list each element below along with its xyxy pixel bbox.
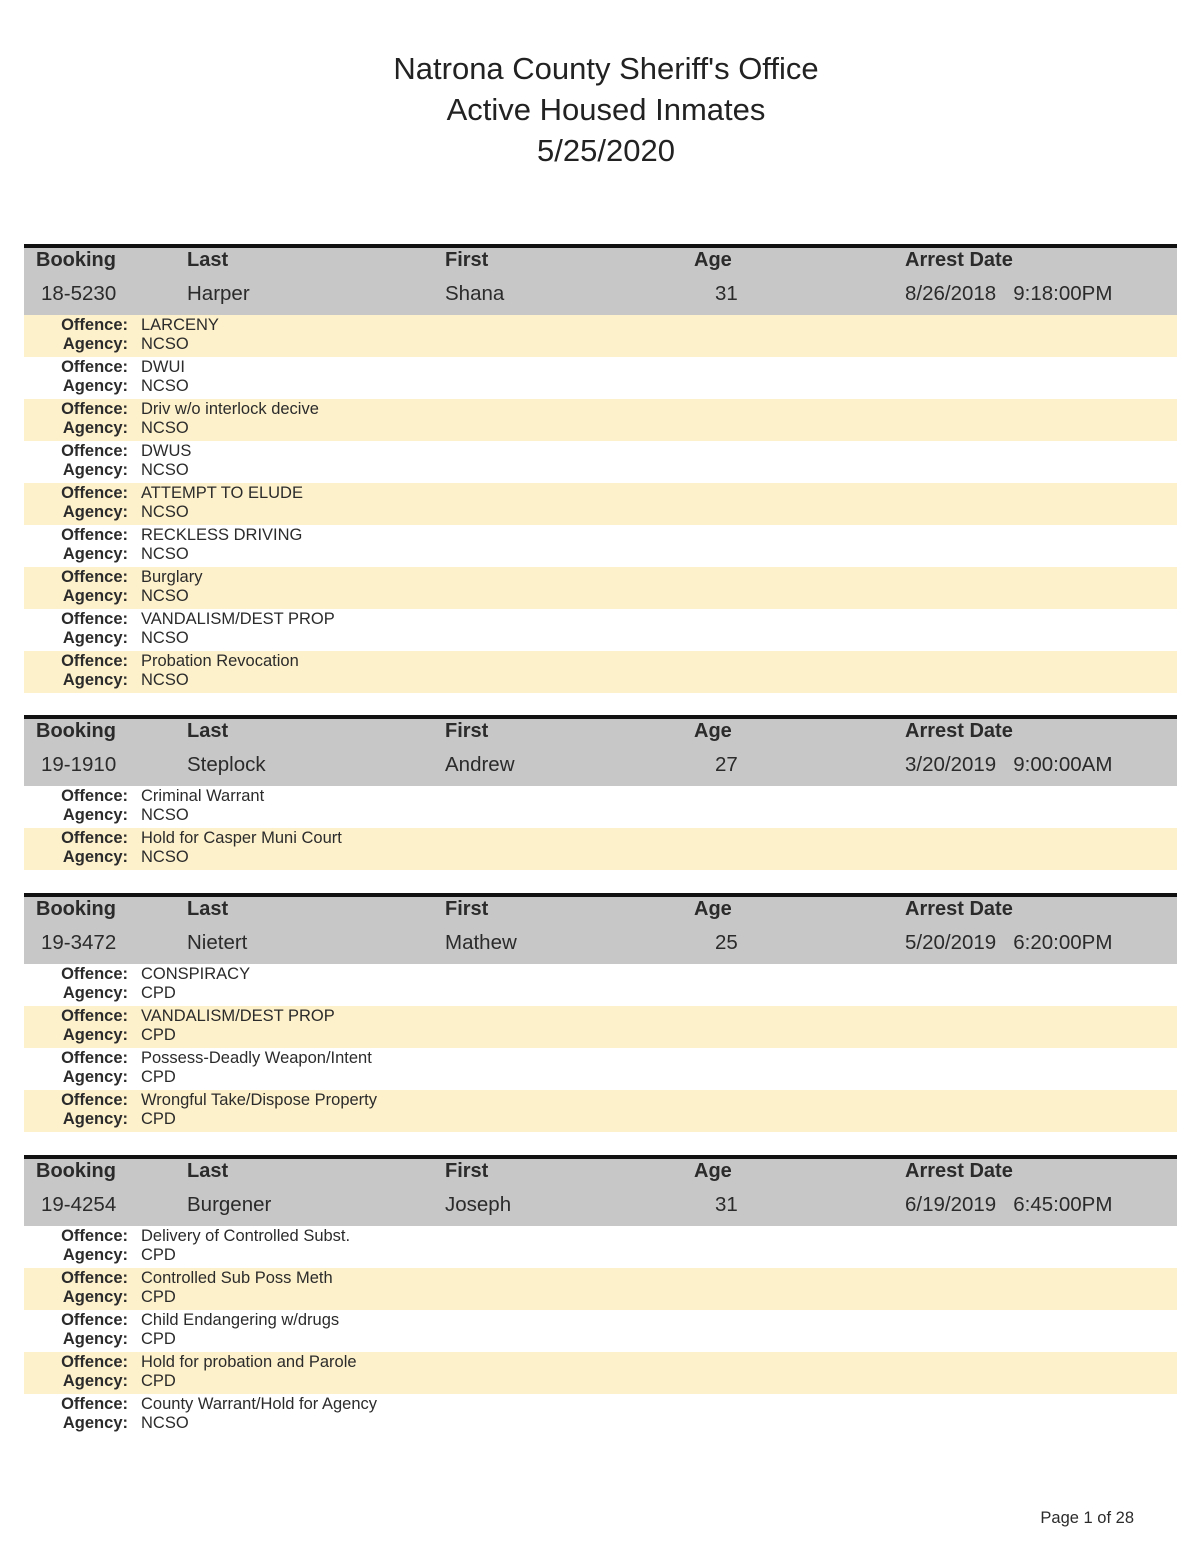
age-label: Age	[694, 249, 732, 271]
offence-label: Offence:	[61, 526, 128, 544]
offence-value: RECKLESS DRIVING	[141, 526, 303, 544]
last-name: Harper	[187, 282, 250, 305]
agency-value: NCSO	[141, 806, 189, 824]
offence-value: Burglary	[141, 568, 203, 586]
offence-label: Offence:	[61, 316, 128, 334]
agency-label: Agency:	[62, 1414, 128, 1432]
arrest-date-value: 8/26/2018 9:18:00PM	[905, 282, 1113, 305]
booking-label: Booking	[36, 720, 116, 742]
last-label: Last	[187, 898, 229, 920]
offence-list	[24, 964, 1177, 1132]
arrest-date-label: Arrest Date	[905, 249, 1013, 271]
age-value: 31	[715, 1193, 738, 1216]
offence-list	[24, 1226, 1177, 1436]
last-name: Steplock	[187, 753, 266, 776]
offence-row	[24, 315, 1177, 357]
offence-label: Offence:	[61, 568, 128, 586]
agency-label: Agency:	[62, 984, 128, 1002]
offence-value: Controlled Sub Poss Meth	[141, 1269, 333, 1287]
last-name: Burgener	[187, 1193, 272, 1216]
offence-value: Hold for probation and Parole	[141, 1353, 357, 1371]
offence-value: Child Endangering w/drugs	[141, 1311, 340, 1329]
agency-value: CPD	[141, 1068, 176, 1086]
offence-row	[24, 1394, 1177, 1436]
age-label: Age	[694, 898, 732, 920]
last-label: Last	[187, 1160, 229, 1182]
first-name: Shana	[445, 282, 505, 305]
offence-value: Delivery of Controlled Subst.	[141, 1227, 351, 1245]
offence-row	[24, 567, 1177, 609]
offence-value: DWUS	[141, 442, 192, 460]
arrest-date-value: 6/19/2019 6:45:00PM	[905, 1193, 1113, 1216]
offence-label: Offence:	[61, 652, 128, 670]
offence-label: Offence:	[61, 442, 128, 460]
arrest-date-label: Arrest Date	[905, 720, 1013, 742]
agency-label: Agency:	[62, 377, 128, 395]
offence-value: Wrongful Take/Dispose Property	[141, 1091, 378, 1109]
agency-label: Agency:	[62, 335, 128, 353]
age-label: Age	[694, 720, 732, 742]
agency-label: Agency:	[62, 461, 128, 479]
arrest-date-value: 5/20/2019 6:20:00PM	[905, 931, 1113, 954]
offence-row	[24, 483, 1177, 525]
arrest-date-label: Arrest Date	[905, 1160, 1013, 1182]
report-title	[0, 48, 1200, 171]
offence-label: Offence:	[61, 1353, 128, 1371]
offence-row	[24, 828, 1177, 870]
agency-label: Agency:	[62, 629, 128, 647]
offence-row	[24, 357, 1177, 399]
inmate-record	[24, 1155, 1177, 1436]
agency-value: NCSO	[141, 461, 189, 479]
offence-label: Offence:	[61, 787, 128, 805]
offence-row	[24, 525, 1177, 567]
agency-value: NCSO	[141, 1414, 189, 1432]
offence-row	[24, 1352, 1177, 1394]
agency-value: NCSO	[141, 377, 189, 395]
agency-value: NCSO	[141, 545, 189, 563]
offence-row	[24, 399, 1177, 441]
report-title-agency: Natrona County Sheriff's Office	[393, 51, 819, 86]
agency-value: NCSO	[141, 335, 189, 353]
agency-value: NCSO	[141, 848, 189, 866]
offence-value: Hold for Casper Muni Court	[141, 829, 342, 847]
agency-value: NCSO	[141, 419, 189, 437]
age-value: 31	[715, 282, 738, 305]
inmate-header	[24, 244, 1177, 315]
booking-label: Booking	[36, 1160, 116, 1182]
offence-value: ATTEMPT TO ELUDE	[141, 484, 303, 502]
offence-label: Offence:	[61, 1007, 128, 1025]
offence-row	[24, 1268, 1177, 1310]
offence-label: Offence:	[61, 400, 128, 418]
offence-label: Offence:	[61, 484, 128, 502]
offence-label: Offence:	[61, 1269, 128, 1287]
offence-label: Offence:	[61, 358, 128, 376]
agency-value: CPD	[141, 1026, 176, 1044]
agency-value: CPD	[141, 1330, 176, 1348]
agency-label: Agency:	[62, 419, 128, 437]
first-label: First	[445, 1160, 489, 1182]
first-name: Joseph	[445, 1193, 512, 1216]
age-value: 25	[715, 931, 738, 954]
last-label: Last	[187, 249, 229, 271]
agency-value: CPD	[141, 1372, 176, 1390]
inmate-record	[24, 244, 1177, 693]
agency-label: Agency:	[62, 1288, 128, 1306]
booking-number: 19-4254	[41, 1193, 117, 1216]
offence-label: Offence:	[61, 965, 128, 983]
last-name: Nietert	[187, 931, 248, 954]
agency-label: Agency:	[62, 1026, 128, 1044]
offence-value: CONSPIRACY	[141, 965, 251, 983]
agency-label: Agency:	[62, 1372, 128, 1390]
offence-value: Criminal Warrant	[141, 787, 265, 805]
agency-value: NCSO	[141, 629, 189, 647]
agency-label: Agency:	[62, 1330, 128, 1348]
offence-row	[24, 1310, 1177, 1352]
offence-value: VANDALISM/DEST PROP	[141, 1007, 335, 1025]
offence-label: Offence:	[61, 1395, 128, 1413]
booking-label: Booking	[36, 249, 116, 271]
report-title-name: Active Housed Inmates	[446, 92, 766, 127]
first-name: Andrew	[445, 753, 515, 776]
first-label: First	[445, 249, 489, 271]
offence-row	[24, 1226, 1177, 1268]
agency-label: Agency:	[62, 848, 128, 866]
booking-label: Booking	[36, 898, 116, 920]
offence-row	[24, 786, 1177, 828]
agency-label: Agency:	[62, 1246, 128, 1264]
first-label: First	[445, 720, 489, 742]
offence-label: Offence:	[61, 1049, 128, 1067]
agency-label: Agency:	[62, 1110, 128, 1128]
offence-row	[24, 609, 1177, 651]
inmate-record	[24, 893, 1177, 1132]
offence-row	[24, 651, 1177, 693]
offence-row	[24, 1006, 1177, 1048]
offence-row	[24, 964, 1177, 1006]
agency-label: Agency:	[62, 545, 128, 563]
agency-label: Agency:	[62, 587, 128, 605]
agency-value: NCSO	[141, 671, 189, 689]
booking-number: 18-5230	[41, 282, 117, 305]
offence-label: Offence:	[61, 610, 128, 628]
age-value: 27	[715, 753, 738, 776]
inmate-header	[24, 893, 1177, 964]
offence-list	[24, 786, 1177, 870]
agency-label: Agency:	[62, 1068, 128, 1086]
agency-value: NCSO	[141, 587, 189, 605]
agency-value: CPD	[141, 1246, 176, 1264]
offence-value: DWUI	[141, 358, 185, 376]
offence-list	[24, 315, 1177, 693]
inmate-header	[24, 715, 1177, 786]
agency-label: Agency:	[62, 503, 128, 521]
agency-label: Agency:	[62, 671, 128, 689]
offence-value: LARCENY	[141, 316, 219, 334]
offence-label: Offence:	[61, 1311, 128, 1329]
offence-label: Offence:	[61, 829, 128, 847]
arrest-date-label: Arrest Date	[905, 898, 1013, 920]
booking-number: 19-3472	[41, 931, 117, 954]
agency-value: CPD	[141, 1110, 176, 1128]
agency-value: CPD	[141, 984, 176, 1002]
offence-value: Possess-Deadly Weapon/Intent	[141, 1049, 372, 1067]
offence-value: Probation Revocation	[141, 652, 299, 670]
booking-number: 19-1910	[41, 753, 117, 776]
inmate-header	[24, 1155, 1177, 1226]
offence-value: VANDALISM/DEST PROP	[141, 610, 335, 628]
offence-value: Driv w/o interlock decive	[141, 400, 319, 418]
offence-row	[24, 1048, 1177, 1090]
agency-label: Agency:	[62, 806, 128, 824]
offence-row	[24, 441, 1177, 483]
offence-row	[24, 1090, 1177, 1132]
first-label: First	[445, 898, 489, 920]
last-label: Last	[187, 720, 229, 742]
inmate-record	[24, 715, 1177, 870]
page-number: Page 1 of 28	[1040, 1509, 1134, 1527]
agency-value: NCSO	[141, 503, 189, 521]
offence-label: Offence:	[61, 1091, 128, 1109]
arrest-date-value: 3/20/2019 9:00:00AM	[905, 753, 1113, 776]
report-title-date: 5/25/2020	[537, 133, 675, 168]
offence-label: Offence:	[61, 1227, 128, 1245]
age-label: Age	[694, 1160, 732, 1182]
agency-value: CPD	[141, 1288, 176, 1306]
offence-value: County Warrant/Hold for Agency	[141, 1395, 377, 1413]
first-name: Mathew	[445, 931, 517, 954]
